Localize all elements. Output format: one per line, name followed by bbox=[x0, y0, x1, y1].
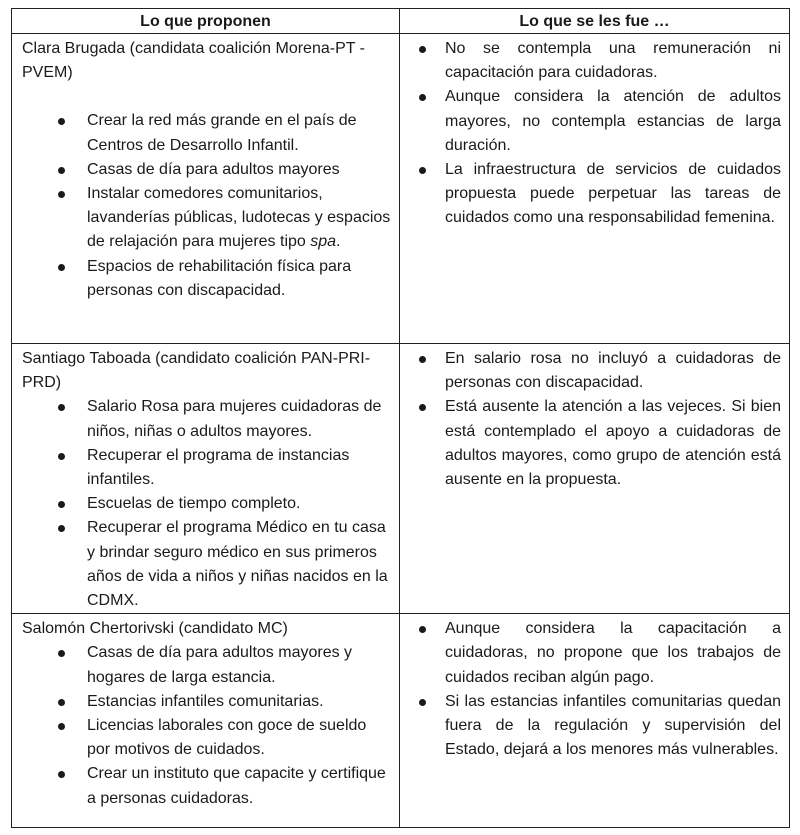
gap-text: Está ausente la atención a las vejeces. Si bien está contemplado el apoyo a cuidadoras de adultos mayores, como grupo de atención está ausente en la propuesta. bbox=[445, 398, 781, 489]
list-item bbox=[22, 762, 393, 810]
proposal-text: Instalar comedores comunitarios, lavanderías públicas, ludotecas y espacios de relajación para mujeres tipo bbox=[87, 185, 391, 251]
gap-text: Si las estancias infantiles comunitarias quedan fuera de la regulación y supervisión del Estado, dejará a los menores más vulnerables. bbox=[445, 692, 781, 759]
proposal-text: Espacios de rehabilitación física para personas con discapacidad. bbox=[87, 257, 352, 299]
bullet-icon bbox=[58, 501, 65, 508]
proposal-text: Recuperar el programa Médico en tu casa y brindar seguro médico en sus primeros años de vida a niños y niñas nacidos en la CDMX. bbox=[87, 519, 388, 610]
list-item bbox=[22, 690, 393, 714]
bullet-icon bbox=[58, 118, 65, 125]
list-item bbox=[412, 395, 781, 492]
gaps-cell bbox=[400, 34, 790, 344]
list-item bbox=[412, 37, 781, 85]
header-proposals: Lo que proponen bbox=[12, 9, 400, 34]
gap-text: En salario rosa no incluyó a cuidadoras de personas con discapacidad. bbox=[445, 350, 781, 392]
bullet-icon bbox=[58, 167, 65, 174]
table-row bbox=[12, 614, 790, 828]
proposal-italic: spa bbox=[310, 233, 337, 251]
gap-list bbox=[412, 347, 781, 492]
gap-text: Aunque considera la capacitación a cuidadoras, no propone que los trabajos de cuidados reciban algún pago. bbox=[445, 620, 781, 686]
gap-list bbox=[412, 37, 781, 231]
gaps-cell bbox=[400, 344, 790, 614]
gap-text: Aunque considera la atención de adultos mayores, no contempla estancias de larga duración. bbox=[445, 88, 781, 154]
proposal-end: . bbox=[336, 233, 341, 251]
bullet-icon bbox=[58, 525, 65, 532]
header-gaps: Lo que se les fue … bbox=[400, 9, 790, 34]
spacer bbox=[22, 85, 393, 109]
proposal-text: Casas de día para adultos mayores bbox=[87, 160, 340, 178]
list-item bbox=[22, 492, 393, 516]
bullet-icon bbox=[419, 404, 426, 411]
proposal-text: Salario Rosa para mujeres cuidadoras de niños, niñas o adultos mayores. bbox=[87, 398, 382, 440]
proposals-cell bbox=[12, 34, 400, 344]
bullet-icon bbox=[419, 699, 426, 706]
list-item bbox=[22, 109, 393, 157]
proposal-list bbox=[22, 109, 393, 303]
bullet-icon bbox=[58, 404, 65, 411]
proposal-text: Casas de día para adultos mayores y hogares de larga estancia. bbox=[87, 644, 353, 686]
candidate-name: Clara Brugada (candidata coalición Morena-PT -PVEM) bbox=[22, 40, 365, 82]
proposals-cell bbox=[12, 614, 400, 828]
bullet-icon bbox=[419, 167, 426, 174]
list-item bbox=[412, 158, 781, 231]
proposal-list bbox=[22, 395, 393, 613]
candidate-name: Salomón Chertorivski (candidato MC) bbox=[22, 620, 288, 638]
list-item bbox=[412, 690, 781, 763]
bullet-icon bbox=[58, 453, 65, 460]
gap-list bbox=[412, 617, 781, 762]
list-item bbox=[22, 158, 393, 182]
bullet-icon bbox=[419, 626, 426, 633]
list-item bbox=[22, 255, 393, 303]
list-item bbox=[22, 641, 393, 689]
proposals-cell bbox=[12, 344, 400, 614]
bullet-icon bbox=[58, 771, 65, 778]
bullet-icon bbox=[419, 46, 426, 53]
list-item bbox=[22, 395, 393, 443]
proposal-text: Estancias infantiles comunitarias. bbox=[87, 692, 324, 710]
gap-text: No se contempla una remuneración ni capacitación para cuidadoras. bbox=[445, 40, 781, 82]
bullet-icon bbox=[58, 264, 65, 271]
gap-text: La infraestructura de servicios de cuidados propuesta puede perpetuar las tareas de cuidados como una responsabilidad femenina. bbox=[445, 161, 781, 227]
bullet-icon bbox=[58, 723, 65, 730]
list-item bbox=[22, 714, 393, 762]
list-item bbox=[412, 85, 781, 158]
proposal-text: Recuperar el programa de instancias infantiles. bbox=[87, 446, 350, 489]
proposal-list bbox=[22, 641, 393, 810]
bullet-icon bbox=[58, 699, 65, 706]
bullet-icon bbox=[58, 650, 65, 657]
proposal-text: Licencias laborales con goce de sueldo por motivos de cuidados. bbox=[87, 717, 367, 759]
gaps-cell bbox=[400, 614, 790, 828]
proposal-text: Crear la red más grande en el país de Centros de Desarrollo Infantil. bbox=[87, 112, 357, 154]
list-item bbox=[22, 444, 393, 492]
proposal-text: Crear un instituto que capacite y certifique a personas cuidadoras. bbox=[87, 765, 386, 807]
bullet-icon bbox=[58, 191, 65, 198]
list-item bbox=[22, 516, 393, 613]
proposal-text: Escuelas de tiempo completo. bbox=[87, 495, 301, 513]
list-item bbox=[412, 617, 781, 690]
list-item bbox=[22, 182, 393, 255]
candidate-name: Santiago Taboada (candidato coalición PAN-PRI-PRD) bbox=[22, 350, 371, 392]
header-row bbox=[12, 9, 790, 34]
bullet-icon bbox=[419, 94, 426, 101]
list-item bbox=[412, 347, 781, 395]
table-row bbox=[12, 34, 790, 344]
bullet-icon bbox=[419, 356, 426, 363]
table-row bbox=[12, 344, 790, 614]
comparison-table bbox=[11, 8, 790, 828]
